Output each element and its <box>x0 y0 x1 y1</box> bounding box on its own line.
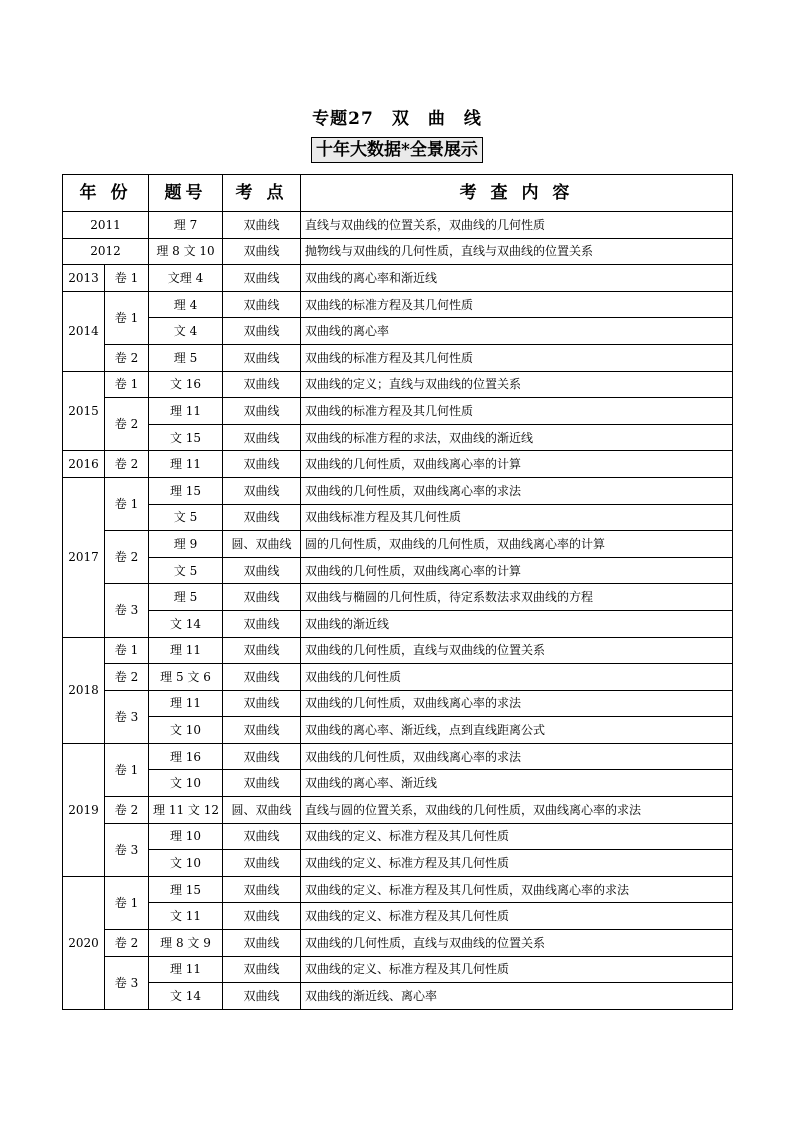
topic-cell: 双曲线 <box>223 265 301 292</box>
topic-cell: 双曲线 <box>223 983 301 1010</box>
problem-cell: 理 5 <box>149 584 223 611</box>
header-topic: 考 点 <box>223 175 301 212</box>
topic-cell: 双曲线 <box>223 610 301 637</box>
year-cell: 2013 <box>63 265 105 292</box>
table-row <box>63 903 733 930</box>
volume-cell: 卷 1 <box>105 876 149 929</box>
problem-cell: 理 15 <box>149 477 223 504</box>
topic-cell: 双曲线 <box>223 424 301 451</box>
table-row <box>63 930 733 957</box>
table-row <box>63 876 733 903</box>
table-row <box>63 717 733 744</box>
volume-cell: 卷 3 <box>105 823 149 876</box>
content-cell: 双曲线的离心率和渐近线 <box>301 265 733 292</box>
table-row <box>63 557 733 584</box>
table-row <box>63 424 733 451</box>
table-row <box>63 318 733 345</box>
volume-cell: 卷 2 <box>105 797 149 824</box>
topic-cell: 双曲线 <box>223 850 301 877</box>
problem-cell: 文 10 <box>149 717 223 744</box>
topic-cell: 双曲线 <box>223 318 301 345</box>
volume-cell: 卷 3 <box>105 956 149 1009</box>
problem-cell: 文 5 <box>149 504 223 531</box>
table-row <box>63 344 733 371</box>
volume-cell: 卷 1 <box>105 743 149 796</box>
topic-cell: 双曲线 <box>223 690 301 717</box>
topic-cell: 双曲线 <box>223 876 301 903</box>
table-row <box>63 398 733 425</box>
topic-cell: 双曲线 <box>223 504 301 531</box>
content-cell: 双曲线标准方程及其几何性质 <box>301 504 733 531</box>
content-cell: 双曲线的定义；直线与双曲线的位置关系 <box>301 371 733 398</box>
topic-cell: 双曲线 <box>223 664 301 691</box>
problem-cell: 理 8 文 10 <box>149 238 223 265</box>
content-cell: 双曲线的定义、标准方程及其几何性质 <box>301 850 733 877</box>
table-row <box>63 956 733 983</box>
problem-cell: 理 16 <box>149 743 223 770</box>
topic-cell: 双曲线 <box>223 637 301 664</box>
year-cell: 2018 <box>63 637 105 743</box>
topic-cell: 双曲线 <box>223 930 301 957</box>
volume-cell: 卷 2 <box>105 664 149 691</box>
problem-cell: 文 4 <box>149 318 223 345</box>
problem-cell: 理 10 <box>149 823 223 850</box>
page-title: 专题27 双 曲 线 <box>312 109 482 129</box>
volume-cell: 卷 3 <box>105 690 149 743</box>
topic-cell: 双曲线 <box>223 557 301 584</box>
year-cell: 2017 <box>63 477 105 637</box>
problem-cell: 理 5 文 6 <box>149 664 223 691</box>
content-cell: 双曲线的标准方程及其几何性质 <box>301 291 733 318</box>
content-cell: 双曲线的几何性质，双曲线离心率的求法 <box>301 477 733 504</box>
topic-cell: 双曲线 <box>223 743 301 770</box>
table-row <box>63 610 733 637</box>
table-row <box>63 477 733 504</box>
header-year: 年 份 <box>63 175 149 212</box>
content-cell: 双曲线的几何性质 <box>301 664 733 691</box>
topic-cell: 双曲线 <box>223 371 301 398</box>
table-header-row <box>63 175 733 212</box>
year-cell: 2019 <box>63 743 105 876</box>
topic-cell: 双曲线 <box>223 477 301 504</box>
content-cell: 双曲线与椭圆的几何性质，待定系数法求双曲线的方程 <box>301 584 733 611</box>
subtitle-box: 十年大数据*全景展示 <box>311 137 483 163</box>
year-cell: 2014 <box>63 291 105 371</box>
content-cell: 双曲线的定义、标准方程及其几何性质 <box>301 823 733 850</box>
header-problem: 题号 <box>149 175 223 212</box>
table-row <box>63 850 733 877</box>
content-cell: 双曲线的定义、标准方程及其几何性质，双曲线离心率的求法 <box>301 876 733 903</box>
year-cell: 2016 <box>63 451 105 478</box>
volume-cell: 卷 2 <box>105 451 149 478</box>
problem-cell: 文 11 <box>149 903 223 930</box>
problem-cell: 文 10 <box>149 770 223 797</box>
content-cell: 双曲线的几何性质，直线与双曲线的位置关系 <box>301 930 733 957</box>
table-row <box>63 743 733 770</box>
problem-cell: 理 4 <box>149 291 223 318</box>
problem-cell: 理 11 <box>149 451 223 478</box>
volume-cell: 卷 3 <box>105 584 149 637</box>
topic-cell: 双曲线 <box>223 212 301 239</box>
problem-cell: 理 11 文 12 <box>149 797 223 824</box>
problem-cell: 理 9 <box>149 531 223 558</box>
table-row <box>63 291 733 318</box>
problem-cell: 理 11 <box>149 637 223 664</box>
table-row <box>63 504 733 531</box>
volume-cell: 卷 1 <box>105 371 149 398</box>
content-cell: 双曲线的定义、标准方程及其几何性质 <box>301 956 733 983</box>
content-cell: 双曲线的定义、标准方程及其几何性质 <box>301 903 733 930</box>
content-cell: 双曲线的标准方程及其几何性质 <box>301 344 733 371</box>
content-cell: 双曲线的标准方程的求法，双曲线的渐近线 <box>301 424 733 451</box>
table-row <box>63 371 733 398</box>
table-row <box>63 983 733 1010</box>
problem-cell: 理 5 <box>149 344 223 371</box>
topic-cell: 双曲线 <box>223 717 301 744</box>
topic-cell: 圆、双曲线 <box>223 797 301 824</box>
year-cell: 2015 <box>63 371 105 451</box>
content-cell: 双曲线的几何性质，双曲线离心率的求法 <box>301 690 733 717</box>
content-cell: 双曲线的标准方程及其几何性质 <box>301 398 733 425</box>
problem-cell: 文 10 <box>149 850 223 877</box>
problem-cell: 理 7 <box>149 212 223 239</box>
year-cell: 2012 <box>63 238 149 265</box>
table-row <box>63 265 733 292</box>
topic-cell: 双曲线 <box>223 584 301 611</box>
content-cell: 双曲线的渐近线 <box>301 610 733 637</box>
topic-cell: 双曲线 <box>223 956 301 983</box>
volume-cell: 卷 1 <box>105 291 149 344</box>
volume-cell: 卷 1 <box>105 265 149 292</box>
table-row <box>63 664 733 691</box>
problem-cell: 理 11 <box>149 398 223 425</box>
exam-table <box>62 174 733 1010</box>
topic-cell: 双曲线 <box>223 903 301 930</box>
topic-cell: 圆、双曲线 <box>223 531 301 558</box>
volume-cell: 卷 1 <box>105 637 149 664</box>
content-cell: 双曲线的几何性质，直线与双曲线的位置关系 <box>301 637 733 664</box>
table-row <box>63 584 733 611</box>
problem-cell: 文 14 <box>149 983 223 1010</box>
content-cell: 双曲线的渐近线、离心率 <box>301 983 733 1010</box>
topic-cell: 双曲线 <box>223 291 301 318</box>
table-row <box>63 637 733 664</box>
problem-cell: 文 14 <box>149 610 223 637</box>
problem-cell: 理 11 <box>149 956 223 983</box>
year-cell: 2020 <box>63 876 105 1009</box>
subtitle-container <box>0 137 794 163</box>
table-row <box>63 690 733 717</box>
content-cell: 双曲线的离心率 <box>301 318 733 345</box>
table-row <box>63 770 733 797</box>
topic-cell: 双曲线 <box>223 770 301 797</box>
content-cell: 直线与双曲线的位置关系，双曲线的几何性质 <box>301 212 733 239</box>
topic-cell: 双曲线 <box>223 398 301 425</box>
volume-cell: 卷 2 <box>105 531 149 584</box>
problem-cell: 理 15 <box>149 876 223 903</box>
problem-cell: 理 11 <box>149 690 223 717</box>
content-cell: 抛物线与双曲线的几何性质，直线与双曲线的位置关系 <box>301 238 733 265</box>
table-row <box>63 212 733 239</box>
volume-cell: 卷 2 <box>105 398 149 451</box>
topic-cell: 双曲线 <box>223 238 301 265</box>
content-cell: 双曲线的离心率、渐近线 <box>301 770 733 797</box>
table-row <box>63 531 733 558</box>
content-cell: 双曲线的离心率、渐近线，点到直线距离公式 <box>301 717 733 744</box>
table-row <box>63 797 733 824</box>
volume-cell: 卷 2 <box>105 344 149 371</box>
volume-cell: 卷 2 <box>105 930 149 957</box>
problem-cell: 文理 4 <box>149 265 223 292</box>
content-cell: 双曲线的几何性质，双曲线离心率的求法 <box>301 743 733 770</box>
topic-cell: 双曲线 <box>223 451 301 478</box>
table-row <box>63 823 733 850</box>
table-row <box>63 238 733 265</box>
problem-cell: 文 5 <box>149 557 223 584</box>
problem-cell: 文 16 <box>149 371 223 398</box>
problem-cell: 理 8 文 9 <box>149 930 223 957</box>
topic-cell: 双曲线 <box>223 344 301 371</box>
content-cell: 圆的几何性质，双曲线的几何性质，双曲线离心率的计算 <box>301 531 733 558</box>
table-row <box>63 451 733 478</box>
content-cell: 直线与圆的位置关系，双曲线的几何性质，双曲线离心率的求法 <box>301 797 733 824</box>
volume-cell: 卷 1 <box>105 477 149 530</box>
header-content: 考 查 内 容 <box>301 175 733 212</box>
content-cell: 双曲线的几何性质，双曲线离心率的计算 <box>301 557 733 584</box>
topic-cell: 双曲线 <box>223 823 301 850</box>
year-cell: 2011 <box>63 212 149 239</box>
problem-cell: 文 15 <box>149 424 223 451</box>
content-cell: 双曲线的几何性质，双曲线离心率的计算 <box>301 451 733 478</box>
